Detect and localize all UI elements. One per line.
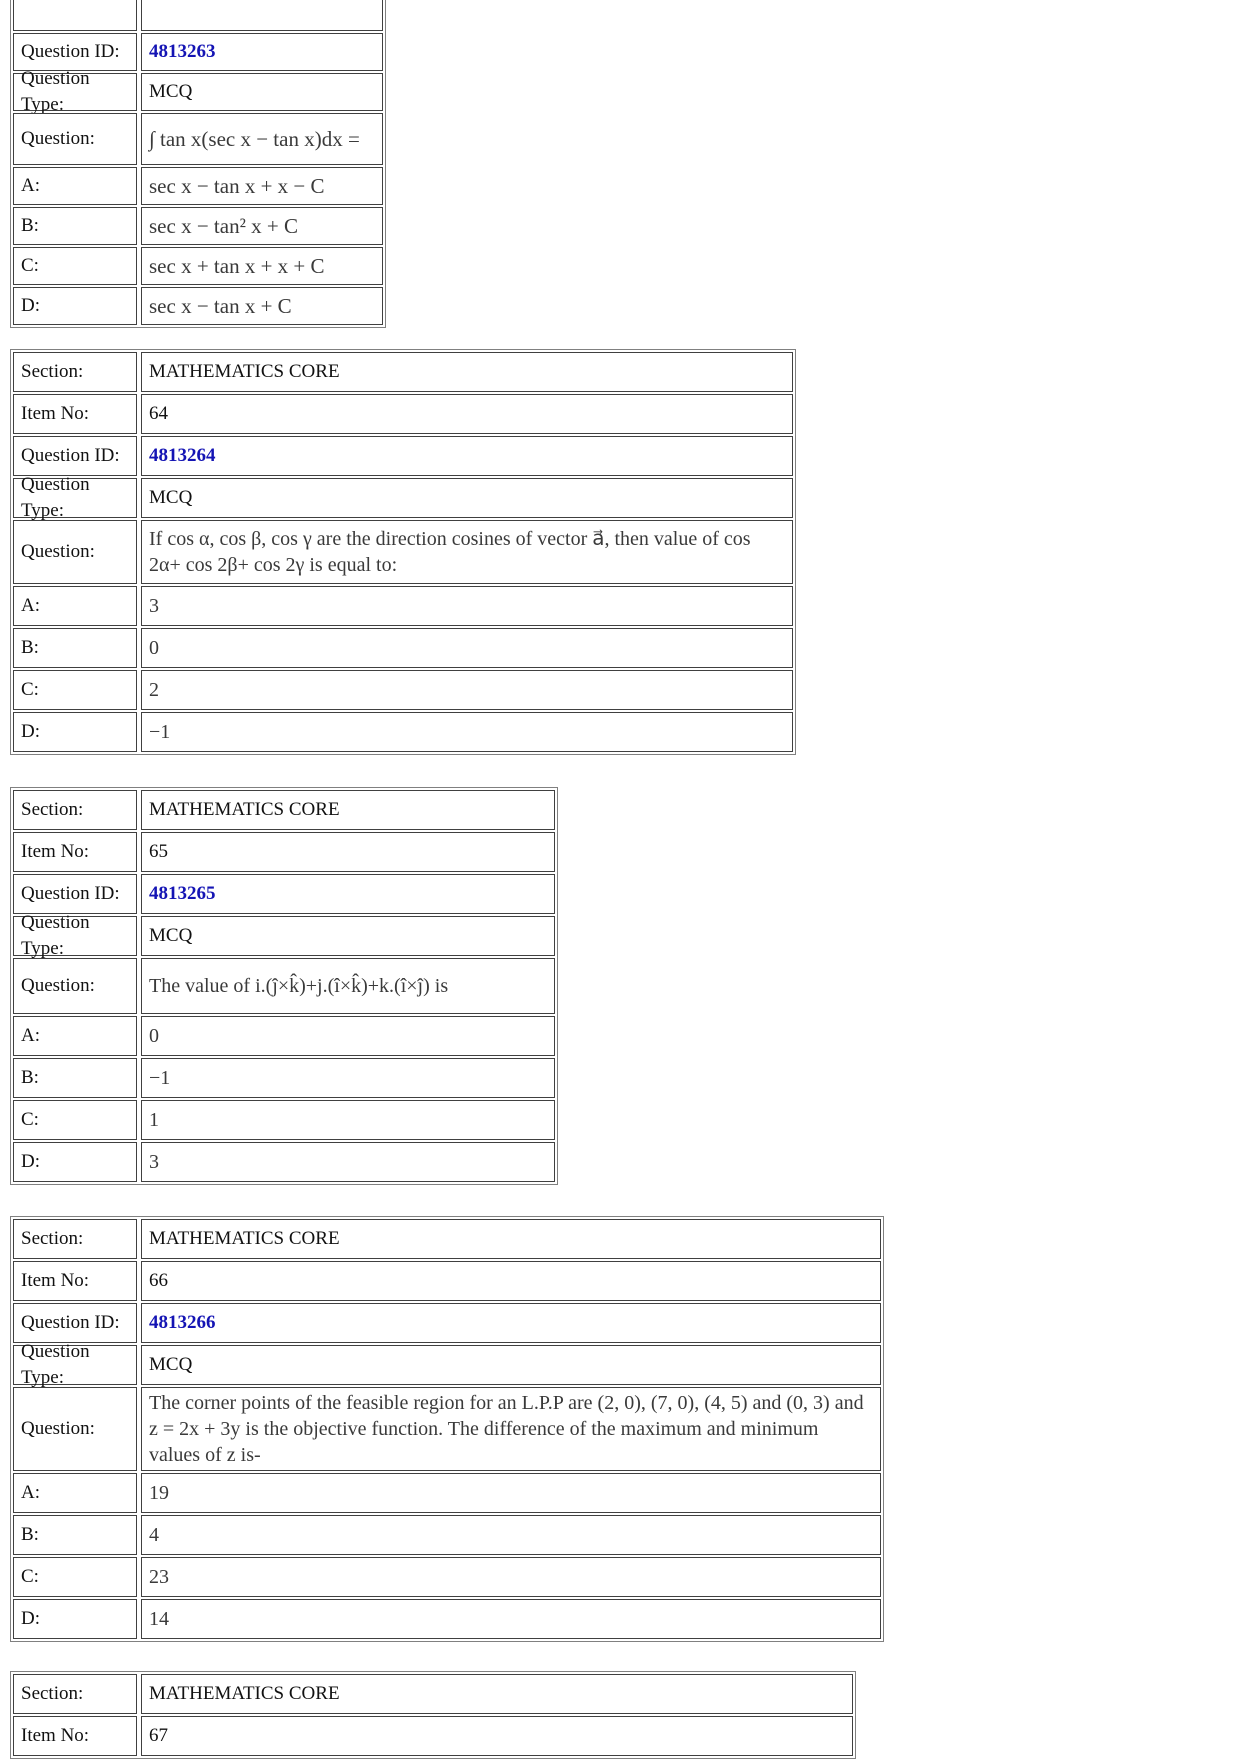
question-type-row: [13, 1341, 881, 1388]
item-no-value: [141, 0, 383, 31]
option-a-row: [13, 586, 793, 626]
option-c-label: C:: [13, 247, 137, 285]
question-type-value: MCQ: [141, 73, 383, 111]
item-no-label: Item No:: [13, 832, 137, 872]
option-c-label: C:: [13, 1557, 137, 1597]
question-table-64: [10, 349, 796, 755]
question-type-label: Question Type:: [13, 1345, 137, 1385]
option-a-value: 3: [141, 586, 793, 626]
question-label: Question:: [13, 520, 137, 584]
option-a-row: [13, 167, 383, 205]
option-b-row: [13, 1058, 555, 1098]
section-row: [13, 1219, 881, 1259]
option-b-row: [13, 628, 793, 668]
item-no-value: 66: [141, 1261, 881, 1301]
question-label: Question:: [13, 1387, 137, 1471]
section-value: MATHEMATICS CORE: [141, 1219, 881, 1259]
option-b-label: B:: [13, 1058, 137, 1098]
option-d-value: sec x − tan x + C: [141, 287, 383, 325]
item-no-row: [13, 1261, 881, 1301]
option-d-row: [13, 712, 793, 752]
option-c-value: 2: [141, 670, 793, 710]
section-row: [13, 1674, 853, 1714]
option-b-label: B:: [13, 628, 137, 668]
option-d-label: D:: [13, 287, 137, 325]
section-label: Section:: [13, 790, 137, 830]
section-row: [13, 352, 793, 392]
question-row: [13, 520, 793, 584]
question-id-value: 4813263: [141, 33, 383, 71]
option-c-row: [13, 1100, 555, 1140]
option-d-label: D:: [13, 712, 137, 752]
option-b-row: [13, 1515, 881, 1555]
option-b-label: B:: [13, 207, 137, 245]
item-no-value: 64: [141, 394, 793, 434]
question-id-value: 4813266: [141, 1303, 881, 1343]
option-a-label: A:: [13, 1016, 137, 1056]
question-type-value: MCQ: [141, 916, 555, 956]
question-id-value: 4813265: [141, 874, 555, 914]
option-d-value: 3: [141, 1142, 555, 1182]
option-b-label: B:: [13, 1515, 137, 1555]
item-no-value: 67: [141, 1716, 853, 1756]
option-b-value: 0: [141, 628, 793, 668]
question-id-value: 4813264: [141, 436, 793, 476]
option-b-value: sec x − tan² x + C: [141, 207, 383, 245]
question-table-65: [10, 787, 558, 1185]
option-a-label: A:: [13, 167, 137, 205]
option-c-row: [13, 1557, 881, 1597]
section-value: MATHEMATICS CORE: [141, 790, 555, 830]
question-text: The corner points of the feasible region for an L.P.P are (2, 0), (7, 0), (4, 5) and (0, 3) and z = 2x + 3y is the objective function. The difference of the maximum and minimum values of z is-: [141, 1387, 881, 1471]
item-no-value: 65: [141, 832, 555, 872]
question-id-row: [13, 436, 793, 476]
question-table-63: [10, 0, 386, 328]
question-type-value: MCQ: [141, 1345, 881, 1385]
item-no-label: [13, 0, 137, 31]
option-c-row: [13, 247, 383, 285]
item-no-row: [13, 394, 793, 434]
option-d-row: [13, 1142, 555, 1182]
question-type-value: MCQ: [141, 478, 793, 518]
section-label: Section:: [13, 352, 137, 392]
item-no-label: Item No:: [13, 1716, 137, 1756]
option-c-value: 1: [141, 1100, 555, 1140]
question-label: Question:: [13, 113, 137, 165]
question-type-label: Question Type:: [13, 73, 137, 111]
section-row: [13, 790, 555, 830]
question-id-row: [13, 1303, 881, 1343]
option-a-value: 19: [141, 1473, 881, 1513]
question-id-label: Question ID:: [13, 1303, 137, 1343]
item-no-label: Item No:: [13, 394, 137, 434]
option-c-label: C:: [13, 1100, 137, 1140]
item-no-row: [13, 0, 383, 31]
option-a-row: [13, 1473, 881, 1513]
question-id-label: Question ID:: [13, 874, 137, 914]
question-row: [13, 958, 555, 1014]
section-label: Section:: [13, 1674, 137, 1714]
question-label: Question:: [13, 958, 137, 1014]
option-d-row: [13, 287, 383, 325]
option-c-row: [13, 670, 793, 710]
option-a-row: [13, 1016, 555, 1056]
question-id-label: Question ID:: [13, 33, 137, 71]
item-no-row: [13, 832, 555, 872]
section-label: Section:: [13, 1219, 137, 1259]
option-c-label: C:: [13, 670, 137, 710]
option-b-row: [13, 207, 383, 245]
question-text: ∫ tan x(sec x − tan x)dx =: [141, 113, 383, 165]
option-b-value: 4: [141, 1515, 881, 1555]
option-d-label: D:: [13, 1142, 137, 1182]
question-type-row: [13, 474, 793, 521]
item-no-label: Item No:: [13, 1261, 137, 1301]
question-type-label: Question Type:: [13, 916, 137, 956]
section-value: MATHEMATICS CORE: [141, 1674, 853, 1714]
option-d-row: [13, 1599, 881, 1639]
option-a-value: sec x − tan x + x − C: [141, 167, 383, 205]
question-id-row: [13, 874, 555, 914]
option-a-value: 0: [141, 1016, 555, 1056]
question-table-66: [10, 1216, 884, 1642]
question-text: If cos α, cos β, cos γ are the direction cosines of vector a⃗, then value of cos 2α+ cos 2β+ cos 2γ is equal to:: [141, 520, 793, 584]
question-row: [13, 113, 383, 165]
option-a-label: A:: [13, 586, 137, 626]
question-type-row: [13, 68, 383, 115]
question-text: The value of i.(ĵ×k̂)+j.(î×k̂)+k.(î×ĵ) is: [141, 958, 555, 1014]
option-d-label: D:: [13, 1599, 137, 1639]
option-d-value: −1: [141, 712, 793, 752]
section-value: MATHEMATICS CORE: [141, 352, 793, 392]
option-b-value: −1: [141, 1058, 555, 1098]
option-d-value: 14: [141, 1599, 881, 1639]
question-row: [13, 1387, 881, 1471]
question-table-67: [10, 1671, 856, 1759]
item-no-row: [13, 1716, 853, 1756]
option-c-value: sec x + tan x + x + C: [141, 247, 383, 285]
question-id-label: Question ID:: [13, 436, 137, 476]
question-type-label: Question Type:: [13, 478, 137, 518]
option-c-value: 23: [141, 1557, 881, 1597]
question-type-row: [13, 912, 555, 959]
option-a-label: A:: [13, 1473, 137, 1513]
